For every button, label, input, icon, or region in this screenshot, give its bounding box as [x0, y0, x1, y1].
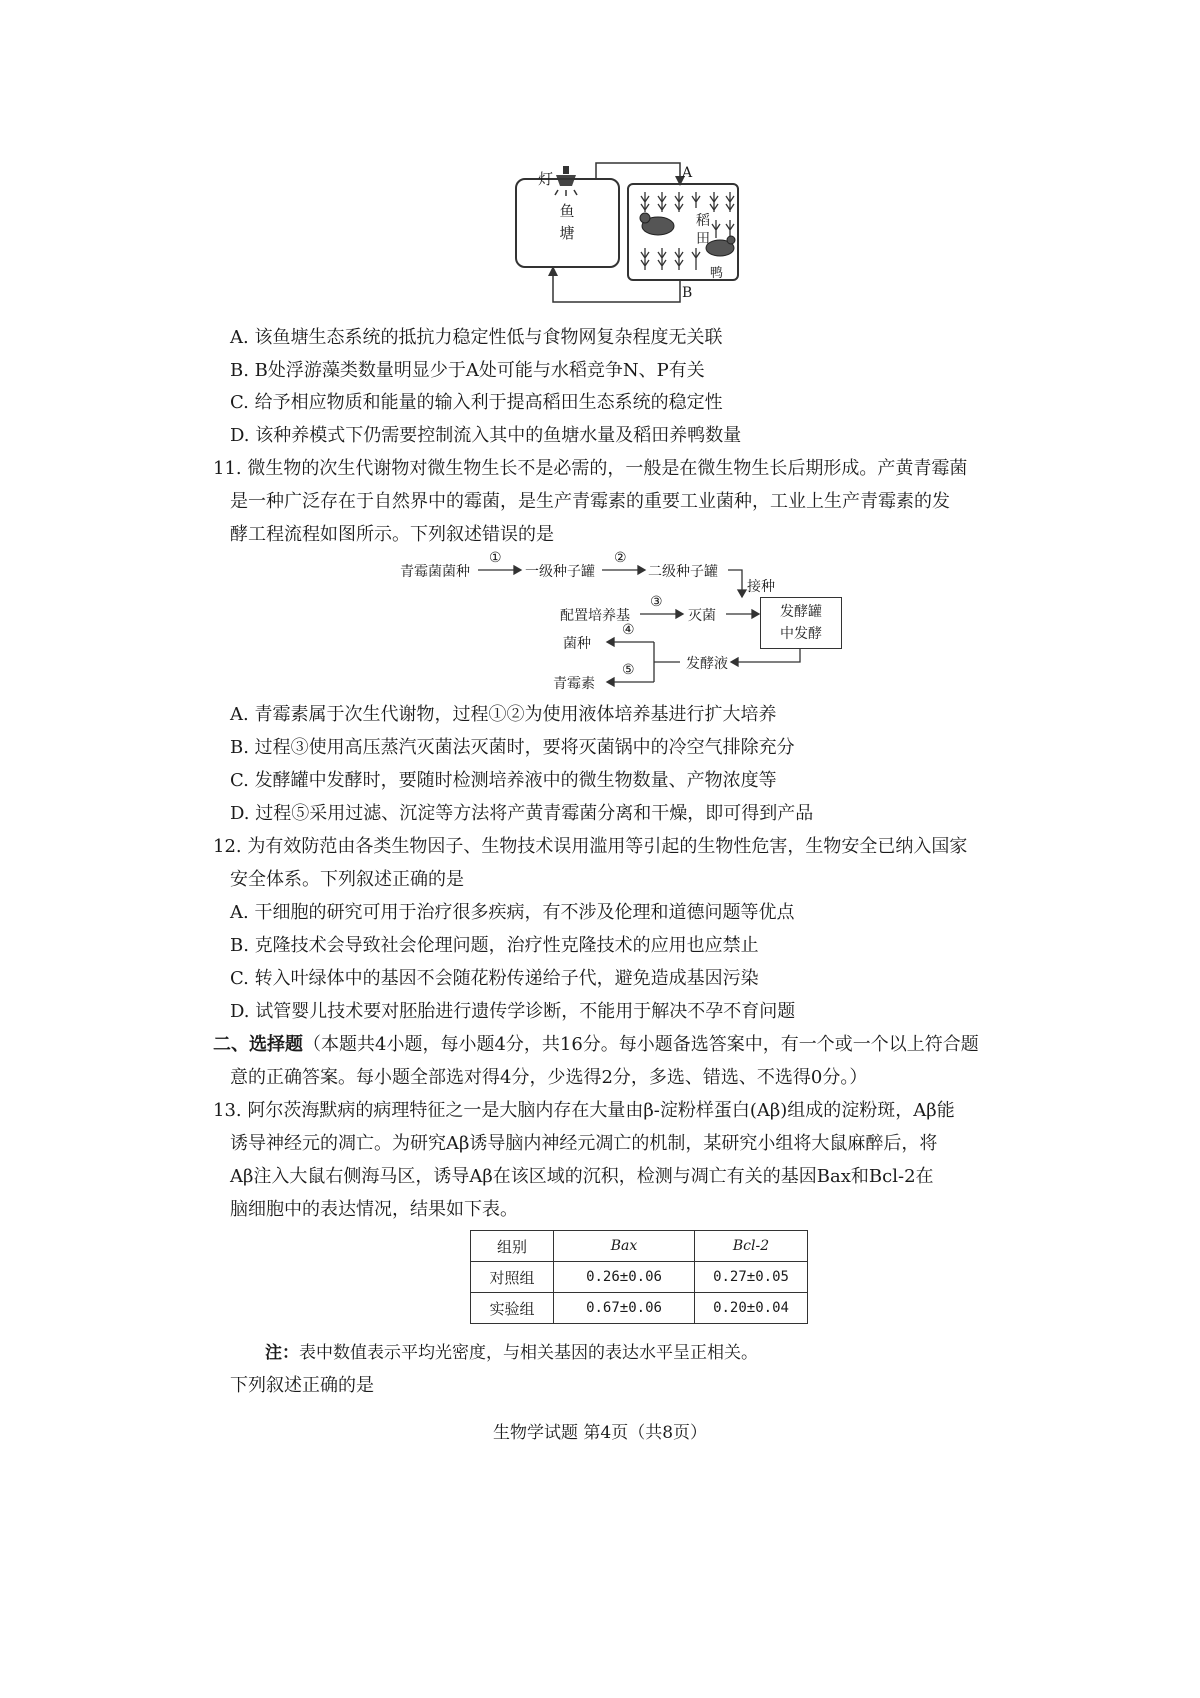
- flow-seed-tank-1: 一级种子罐: [525, 564, 595, 580]
- q11-option-d: D. 过程⑤采用过滤、沉淀等方法将产黄青霉菌分离和干燥，即可得到产品: [230, 803, 814, 824]
- q12-stem-line-1: 12. 为有效防范由各类生物因子、生物技术误用滥用等引起的生物性危害，生物安全已纳入国家: [213, 836, 968, 857]
- flow-sterilize: 灭菌: [688, 608, 716, 624]
- flow-step-1: ①: [489, 550, 502, 566]
- q12-option-a: A. 干细胞的研究可用于治疗很多疾病，有不涉及伦理和道德问题等优点: [230, 902, 795, 923]
- flow-tank-line-1: 发酵罐: [780, 604, 822, 620]
- section-2-instructions: （本题共4小题，每小题4分，共16分。每小题备选答案中，有一个或一个以上符合题: [303, 1034, 979, 1055]
- flow-step-2: ②: [614, 550, 627, 566]
- flow-label-a: A: [682, 165, 693, 181]
- q11-option-a: A. 青霉素属于次生代谢物，过程①②为使用液体培养基进行扩大培养: [230, 704, 777, 725]
- flow-step-5: ⑤: [622, 662, 635, 678]
- flow-inoculate: 接种: [747, 579, 775, 595]
- flow-broth: 发酵液: [686, 656, 728, 672]
- q13-stem-line-4: 脑细胞中的表达情况，结果如下表。: [230, 1199, 518, 1220]
- fish-pond-label: 鱼塘: [559, 202, 575, 242]
- table-header-bcl2: Bcl-2: [695, 1231, 808, 1262]
- table-cell: 0.20±0.04: [695, 1293, 808, 1324]
- flowchart-arrows: [0, 0, 1200, 700]
- q11-option-c: C. 发酵罐中发酵时，要随时检测培养液中的微生物数量、产物浓度等: [230, 770, 777, 791]
- q13-stem-line-2: 诱导神经元的凋亡。为研究Aβ诱导脑内神经元凋亡的机制，某研究小组将大鼠麻醉后，将: [230, 1133, 938, 1154]
- q11-option-b: B. 过程③使用高压蒸汽灭菌法灭菌时，要将灭菌锅中的冷空气排除充分: [230, 737, 795, 758]
- table-cell: 0.67±0.06: [554, 1293, 695, 1324]
- section-2-header: [213, 1032, 979, 1058]
- flow-product-strain: 菌种: [563, 636, 591, 652]
- q11-stem-line-3: 酵工程流程如图所示。下列叙述错误的是: [230, 524, 554, 545]
- flow-medium: 配置培养基: [560, 608, 630, 624]
- table-header-row: [471, 1231, 808, 1262]
- lamp-label: 灯: [538, 170, 554, 188]
- table-header-group: 组别: [471, 1231, 554, 1262]
- q11-stem-line-1: 11. 微生物的次生代谢物对微生物生长不是必需的，一般是在微生物生长后期形成。产黄青霉菌: [213, 458, 968, 479]
- q11-stem-line-2: 是一种广泛存在于自然界中的霉菌，是生产青霉素的重要工业菌种，工业上生产青霉素的发: [230, 491, 950, 512]
- q12-stem-line-2: 安全体系。下列叙述正确的是: [230, 869, 464, 890]
- gene-expression-table: [470, 1230, 808, 1324]
- flow-strain: 青霉菌菌种: [400, 564, 470, 580]
- q13-stem-line-3: Aβ注入大鼠右侧海马区，诱导Aβ在该区域的沉积，检测与凋亡有关的基因Bax和Bcl-2在: [230, 1166, 934, 1187]
- table-row: [471, 1293, 808, 1324]
- flow-tank-line-2: 中发酵: [780, 626, 822, 642]
- q10-option-a: A. 该鱼塘生态系统的抵抗力稳定性低与食物网复杂程度无关联: [230, 327, 723, 348]
- table-note: [265, 1338, 758, 1363]
- table-header-bax: Bax: [554, 1231, 695, 1262]
- table-note-label: 注：: [265, 1343, 299, 1363]
- q13-prompt: 下列叙述正确的是: [230, 1375, 374, 1396]
- q10-option-c: C. 给予相应物质和能量的输入利于提高稻田生态系统的稳定性: [230, 392, 723, 413]
- flow-fermentation-tank: [760, 597, 842, 649]
- flow-label-b: B: [682, 285, 693, 301]
- duck-label: 鸭: [710, 266, 724, 281]
- table-cell: 0.27±0.05: [695, 1262, 808, 1293]
- table-cell: 对照组: [471, 1262, 554, 1293]
- table-cell: 实验组: [471, 1293, 554, 1324]
- table-cell: 0.26±0.06: [554, 1262, 695, 1293]
- flow-step-4: ④: [622, 622, 635, 638]
- page-footer: 生物学试题 第4页（共8页）: [492, 1423, 708, 1443]
- table-row: [471, 1262, 808, 1293]
- flow-product-penicillin: 青霉素: [553, 676, 595, 692]
- flow-seed-tank-2: 二级种子罐: [648, 564, 718, 580]
- q13-stem-line-1: 13. 阿尔茨海默病的病理特征之一是大脑内存在大量由β-淀粉样蛋白(Aβ)组成的淀粉斑，Aβ能: [213, 1100, 955, 1121]
- table-note-text: 表中数值表示平均光密度，与相关基因的表达水平呈正相关。: [299, 1343, 758, 1363]
- section-2-instructions-2: 意的正确答案。每小题全部选对得4分，少选得2分，多选、错选、不选得0分。）: [230, 1067, 868, 1088]
- q12-option-b: B. 克隆技术会导致社会伦理问题，治疗性克隆技术的应用也应禁止: [230, 935, 759, 956]
- section-2-title: 二、选择题: [213, 1034, 303, 1055]
- q12-option-c: C. 转入叶绿体中的基因不会随花粉传递给子代，避免造成基因污染: [230, 968, 759, 989]
- q10-option-b: B. B处浮游藻类数量明显少于A处可能与水稻竞争N、P有关: [230, 360, 705, 381]
- q10-option-d: D. 该种养模式下仍需要控制流入其中的鱼塘水量及稻田养鸭数量: [230, 425, 742, 446]
- rice-field-label: 稻田: [696, 213, 710, 247]
- q12-option-d: D. 试管婴儿技术要对胚胎进行遗传学诊断，不能用于解决不孕不育问题: [230, 1001, 796, 1022]
- flow-step-3: ③: [650, 594, 663, 610]
